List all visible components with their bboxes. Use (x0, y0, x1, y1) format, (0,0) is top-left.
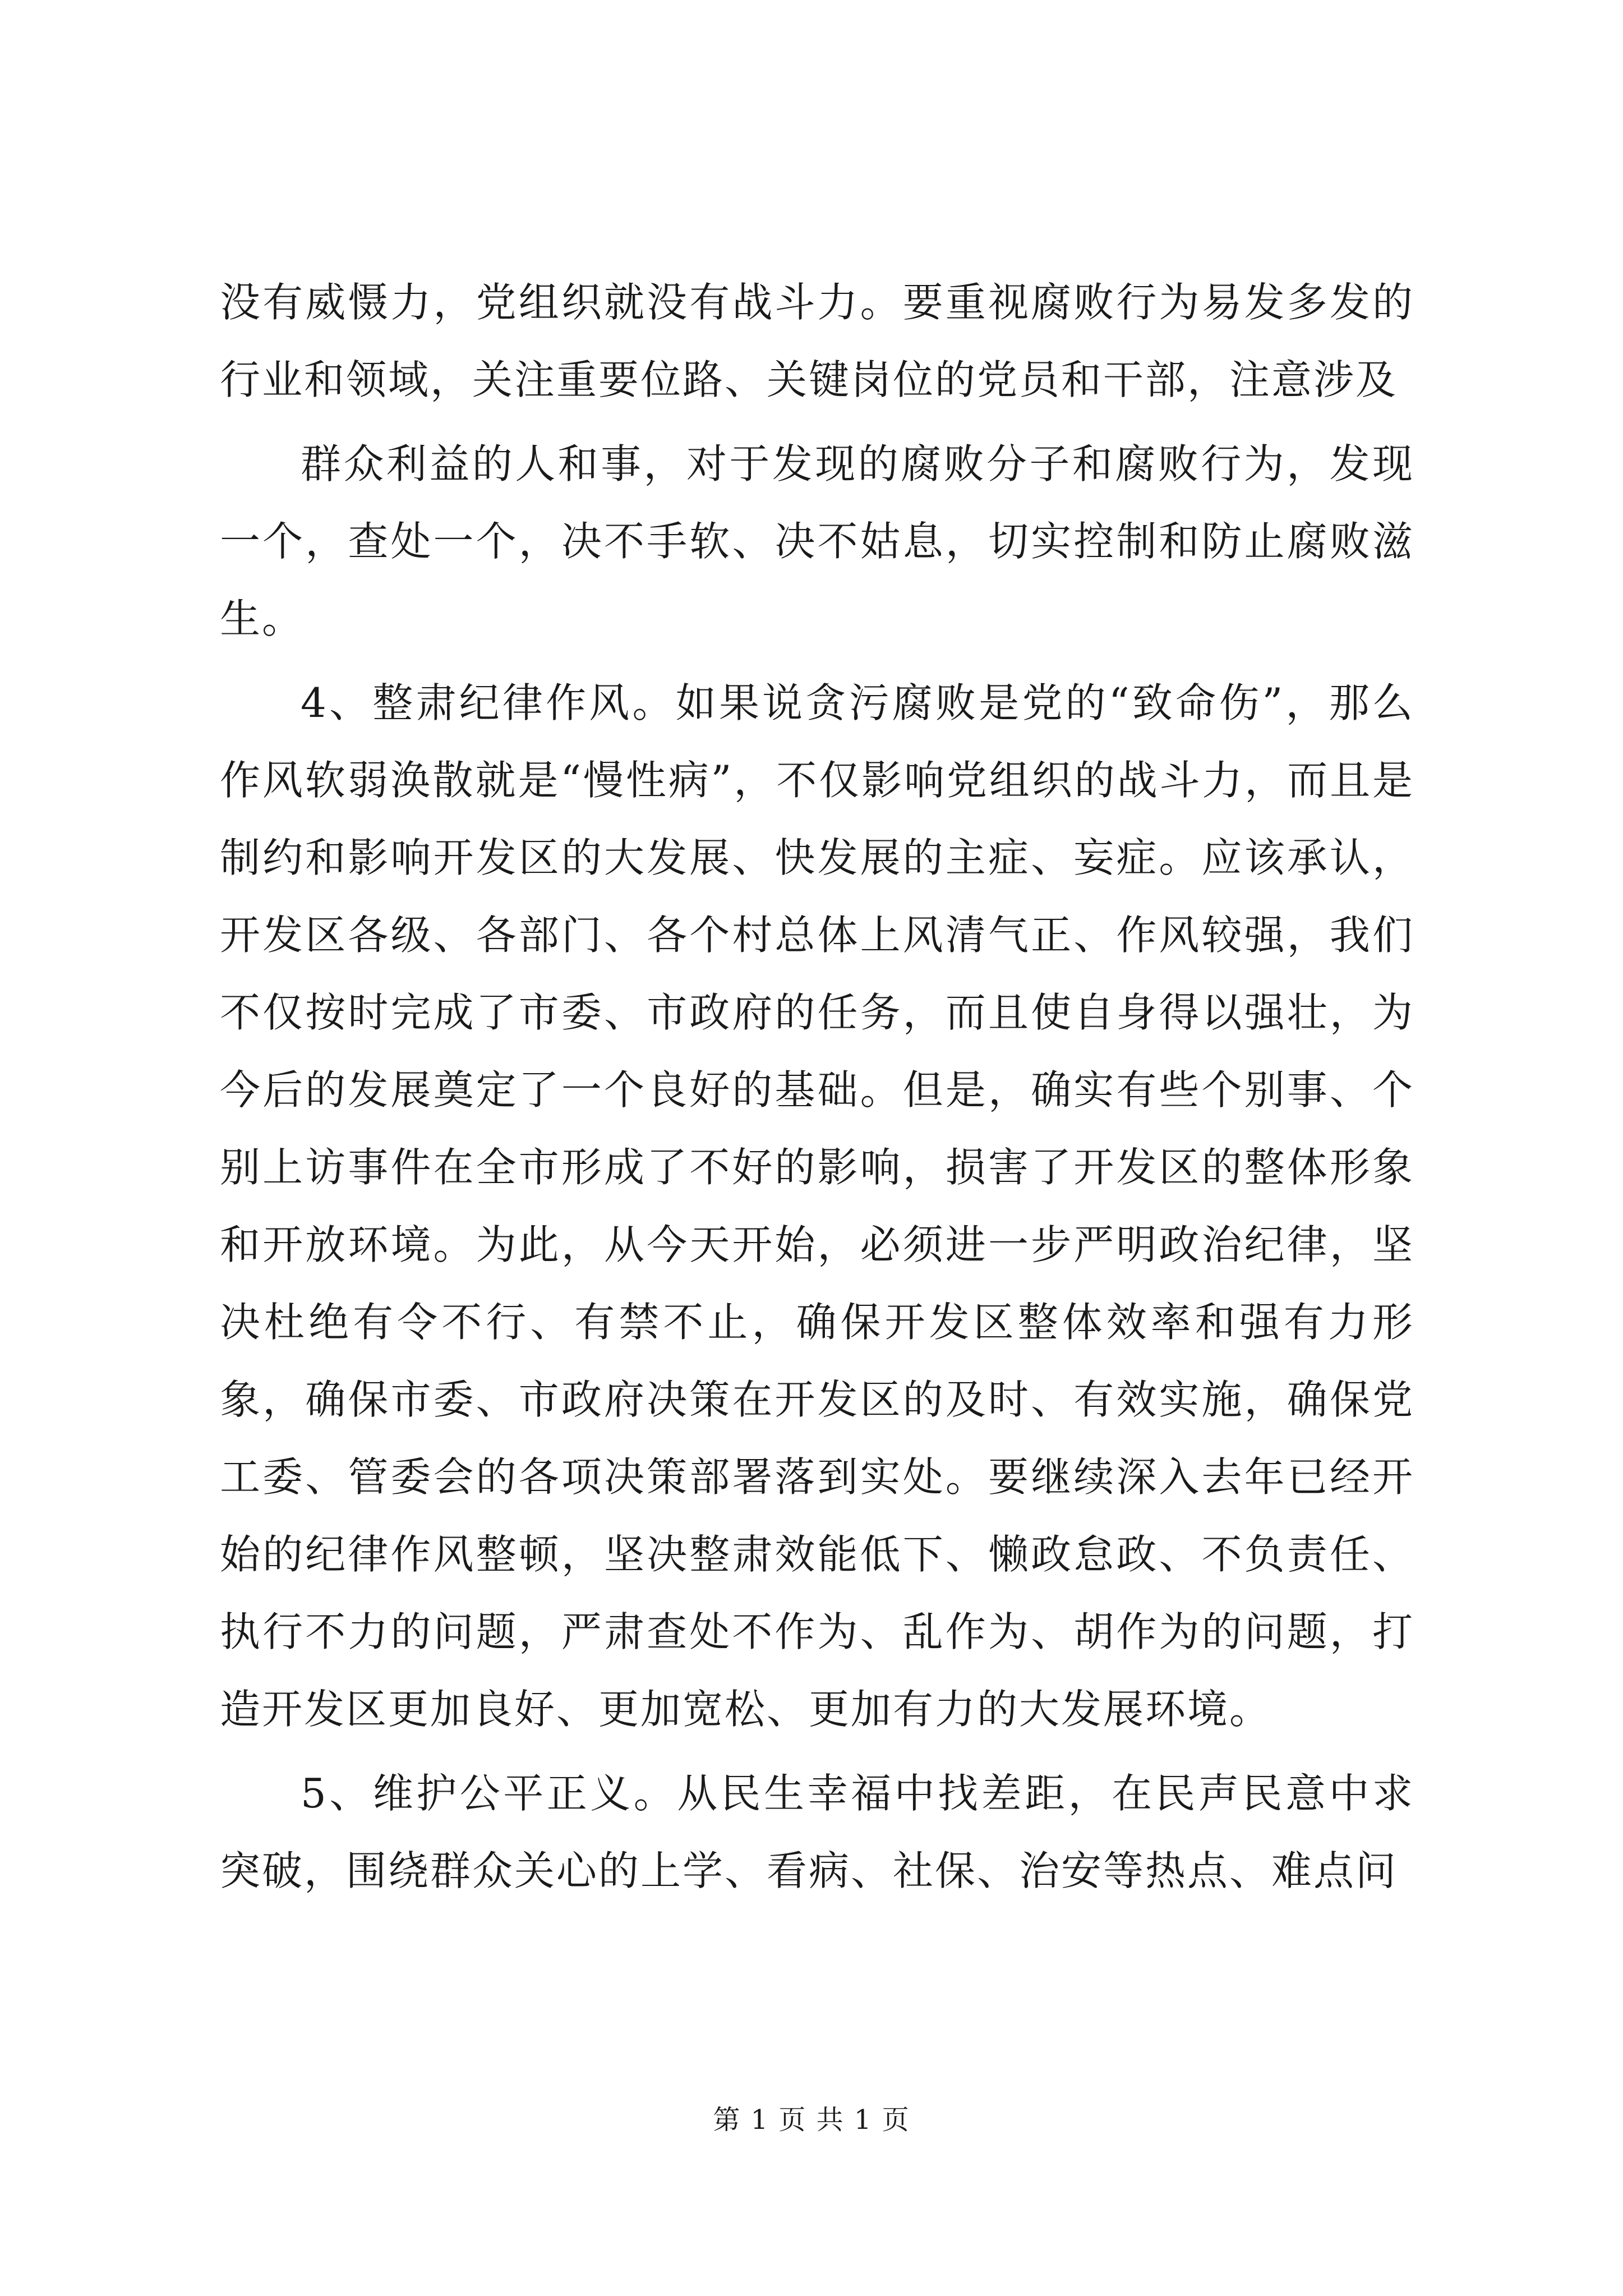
paragraph-3: 4、整肃纪律作风。如果说贪污腐败是党的“致命伤”，那么作风软弱涣散就是“慢性病”，不仅影响党组织的战斗力，而且是制约和影响开发区的大发展、快发展的主症、妄症。应该承认，开发区各级、各部门、各个村总体上风清气正、作风较强，我们不仅按时完成了市委、市政府的任务，而且使自身得以强壮，为今后的发展奠定了一个良好的基础。但是，确实有些个别事、个别上访事件在全市形成了不好的影响，损害了开发区的整体形象和开放环境。为此，从今天开始，必须进一步严明政治纪律，坚决杜绝有令不行、有禁不止，确保开发区整体效率和强有力形象，确保市委、市政府决策在开发区的及时、有效实施，确保党工委、管委会的各项决策部署落到实处。要继续深入去年已经开始的纪律作风整顿，坚决整肃效能低下、懒政怠政、不负责任、执行不力的问题，严肃查处不作为、乱作为、胡作为的问题，打造开发区更加良好、更加宽松、更加有力的大发展环境。 (220, 679, 1414, 1733)
document-body (220, 264, 1414, 1910)
page-number-footer: 第 1 页 共 1 页 (713, 2104, 910, 2136)
paragraph-4: 5、维护公平正义。从民生幸福中找差距，在民声民意中求突破，围绕群众关心的上学、看病、社保、治安等热点、难点问 (220, 1770, 1414, 1894)
paragraph-2: 群众利益的人和事，对于发现的腐败分子和腐败行为，发现一个，查处一个，决不手软、决不姑息，切实控制和防止腐败滋生。 (220, 440, 1414, 642)
paragraph-1: 没有威慑力，党组织就没有战斗力。要重视腐败行为易发多发的行业和领域，关注重要位路、关键岗位的党员和干部，注意涉及 (220, 279, 1414, 403)
